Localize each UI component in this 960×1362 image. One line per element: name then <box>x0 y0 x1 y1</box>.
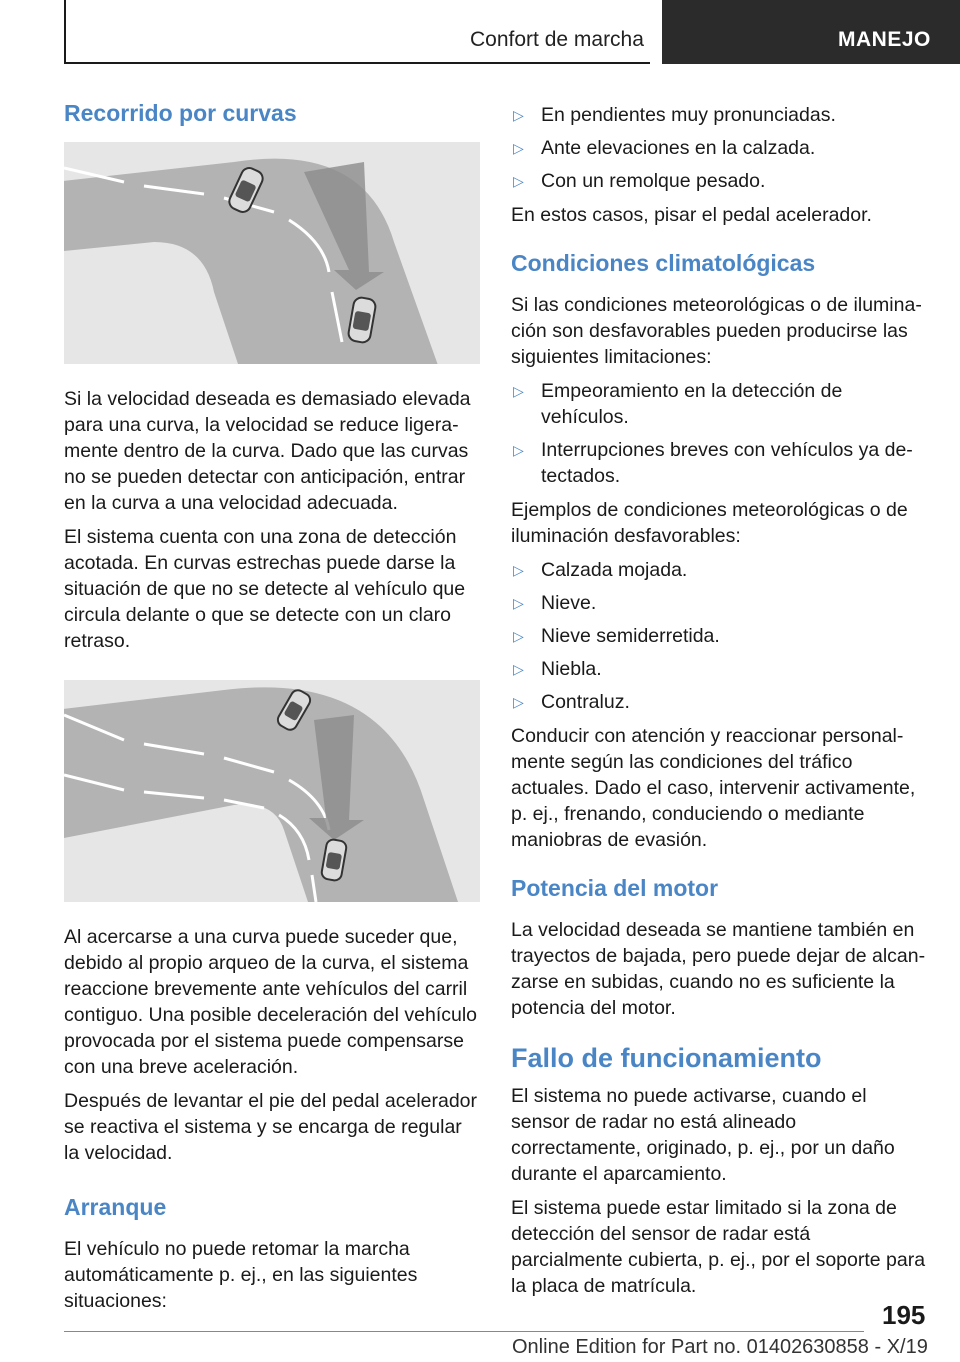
triangle-bullet-icon: ▷ <box>513 107 524 123</box>
header-chapter-title: MANEJO <box>838 28 931 51</box>
figure-curve-speed-reduction <box>64 142 480 364</box>
heading-start: Arranque <box>64 1194 167 1220</box>
triangle-bullet-icon: ▷ <box>513 383 524 399</box>
triangle-bullet-icon: ▷ <box>513 628 524 644</box>
paragraph-drive-attentively: Conducir con atención y reaccionar personalmente según las condiciones del tráfico actuales. Dado el caso, intervenir activamente, p. ej., frenando, conduciendo o mediante maniobras de evasión. <box>511 725 916 851</box>
page-number: 195 <box>882 1300 926 1330</box>
paragraph-speed-reduction: Si la velocidad deseada es demasiado elevada para una curva, la velocidad se reduce ligeramente dentro de la curva. Dado que las curvas no se pueden detectar con anticipación, entrar en la curva a una velocidad adecuada. <box>64 388 471 514</box>
paragraph-engine-power: La velocidad deseada se mantiene también en trayectos de bajada, pero puede dejar de alcanzarse en subidas, cuando no es suficiente la potencia del motor. <box>511 919 926 1019</box>
paragraph-start: El vehículo no puede retomar la marcha automáticamente p. ej., en las siguientes situaciones: <box>64 1238 418 1312</box>
paragraph-weather-examples: Ejemplos de condiciones meteorológicas o de iluminación desfavorables: <box>511 499 908 547</box>
list-start-situations <box>511 102 927 194</box>
list-weather-limitations <box>511 378 927 489</box>
paragraph-detection-zone: El sistema cuenta con una zona de detección acotada. En curvas estrechas puede darse la situación de que no se detecte al vehículo que circula delante o que se detecte con un claro retraso. <box>64 526 466 652</box>
paragraph-reactivation: Después de levantar el pie del pedal acelerador se reactiva el sistema y se encarga de regular la velocidad. <box>64 1090 478 1164</box>
paragraph-weather: Si las condiciones meteorológicas o de iluminación son desfavorables pueden producirse las siguientes limitaciones: <box>511 294 922 368</box>
header-section-title: Confort de marcha <box>470 28 644 51</box>
curve-illustration-2 <box>64 680 480 902</box>
list-weather-examples <box>511 557 927 715</box>
header-rule-left <box>64 0 66 64</box>
paragraph-malfunction-1: El sistema no puede activarse, cuando el sensor de radar no está alineado correctamente, originado, p. ej., por un daño durante el aparcamiento. <box>511 1085 895 1185</box>
curve-illustration-1 <box>64 142 480 364</box>
heading-curves: Recorrido por curvas <box>64 100 297 126</box>
list-item: ▷ Con un remolque pesado. <box>513 170 766 192</box>
figure-adjacent-lane <box>64 680 480 902</box>
paragraph-press-accelerator: En estos casos, pisar el pedal acelerador. <box>511 204 872 226</box>
triangle-bullet-icon: ▷ <box>513 173 524 189</box>
paragraph-malfunction-2: El sistema puede estar limitado si la zona de detección del sensor de radar está parcialmente cubierta, p. ej., por el soporte para la placa de matrícula. <box>511 1197 926 1297</box>
list-item: ▷ Ante elevaciones en la calzada. <box>513 137 816 159</box>
list-item: ▷ En pendientes muy pronunciadas. <box>513 104 836 126</box>
list-item: ▷ Nieve. <box>513 592 597 614</box>
footer-rule <box>64 1331 864 1332</box>
left-column <box>64 98 480 1322</box>
triangle-bullet-icon: ▷ <box>513 661 524 677</box>
footer-edition: Online Edition for Part no. 01402630858 - X/19 <box>512 1336 928 1358</box>
list-item: ▷ Empeoramiento en la detección de vehículos. <box>513 380 843 428</box>
heading-malfunction: Fallo de funcionamiento <box>511 1043 822 1073</box>
triangle-bullet-icon: ▷ <box>513 442 524 458</box>
header-rule-bottom <box>64 62 650 64</box>
heading-weather: Condiciones climatológicas <box>511 250 816 276</box>
list-item: ▷ Contraluz. <box>513 691 630 713</box>
paragraph-adjacent-lane: Al acercarse a una curva puede suceder que, debido al propio arqueo de la curva, el sistema reaccione brevemente ante vehículos del carril contiguo. Una posible deceleración del vehículo provocada por el sistema puede compensarse con una breve aceleración. <box>64 926 478 1078</box>
heading-engine-power: Potencia del motor <box>511 875 719 901</box>
triangle-bullet-icon: ▷ <box>513 562 524 578</box>
list-item: ▷ Calzada mojada. <box>513 559 688 581</box>
right-column <box>511 102 927 1307</box>
list-item: ▷ Interrupciones breves con vehículos ya detectados. <box>513 439 913 487</box>
triangle-bullet-icon: ▷ <box>513 595 524 611</box>
list-item: ▷ Nieve semiderretida. <box>513 625 720 647</box>
triangle-bullet-icon: ▷ <box>513 694 524 710</box>
triangle-bullet-icon: ▷ <box>513 140 524 156</box>
list-item: ▷ Niebla. <box>513 658 602 680</box>
